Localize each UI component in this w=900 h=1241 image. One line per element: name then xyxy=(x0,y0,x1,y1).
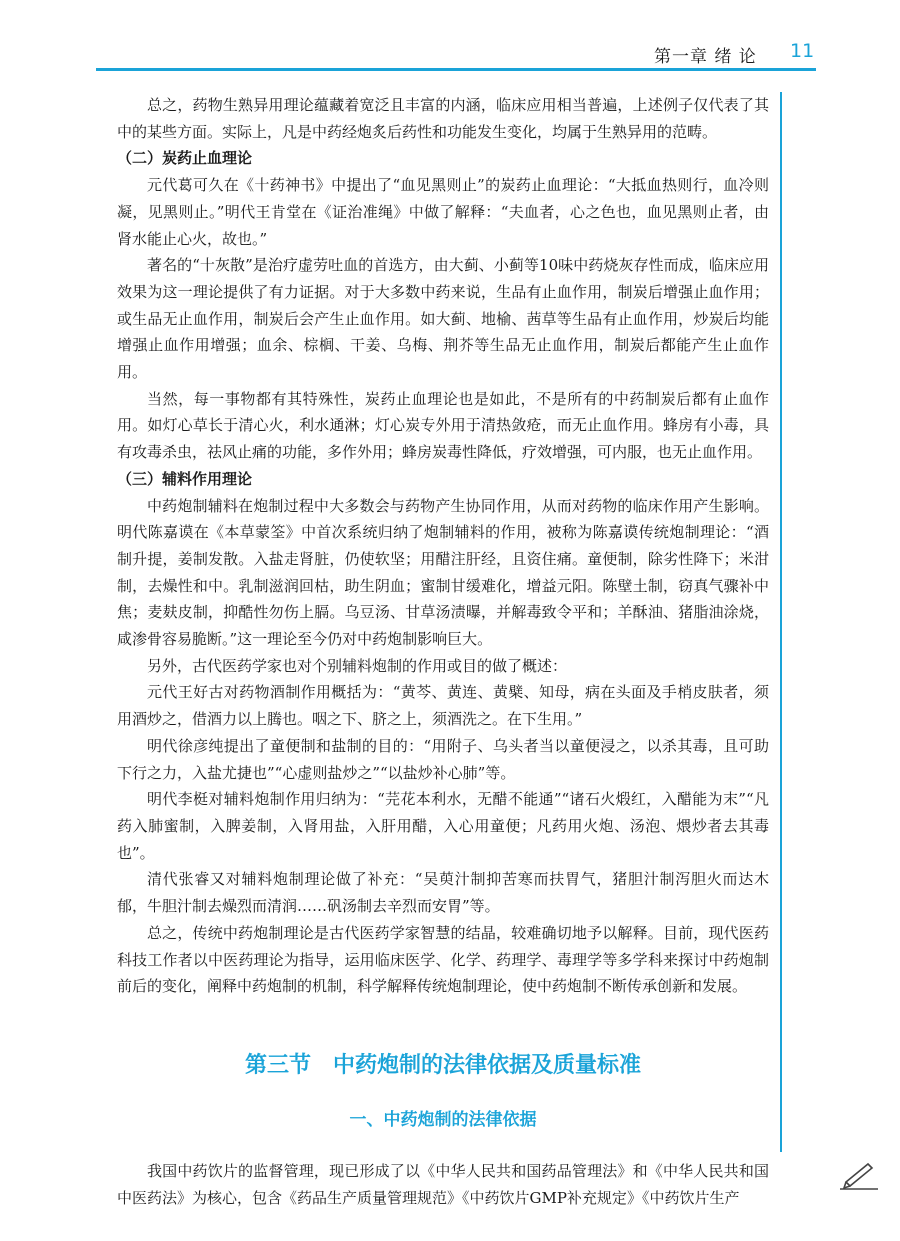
paragraph: 当然，每一事物都有其特殊性，炭药止血理论也是如此，不是所有的中药制炭后都有止血作用。如灯心草长于清心火，利水通淋；灯心炭专外用于清热敛疮，而无止血作用。蜂房有小毒，具有攻毒杀虫，祛风止痛的功能，多作外用；蜂房炭毒性降低，疗效增强，可内服，也无止血作用。 xyxy=(117,389,769,462)
paragraph: 元代葛可久在《十药神书》中提出了“血见黑则止”的炭药止血理论：“大抵血热则行，血冷则凝，见黑则止。”明代王肯堂在《证治准绳》中做了解释：“夫血者，心之色也，血见黑则止者，由肾水能止心火，故也。” xyxy=(117,176,769,248)
pen-icon xyxy=(838,1160,880,1190)
subheading-auxiliary-theory: （三）辅料作用理论 xyxy=(117,469,253,488)
section-title: 第三节 中药炮制的法律依据及质量标准 xyxy=(244,1052,641,1078)
paragraph: 著名的“十灰散”是治疗虚劳吐血的首选方，由大蓟、小蓟等10味中药烧灰存性而成，临床应用效果为这一理论提供了有力证据。对于大多数中药来说，生品有止血作用，制炭后增强止血作用；或生品无止血作用，制炭后会产生止血作用。如大蓟、地榆、茜草等生品有止血作用，炒炭后均能增强止血作用增强；血余、棕榈、干姜、乌梅、荆芥等生品无止血作用，制炭后都能产生止血作用。 xyxy=(117,256,769,382)
paragraph: 元代王好古对药物酒制作用概括为：“黄芩、黄连、黄檗、知母，病在头面及手梢皮肤者，须用酒炒之，借酒力以上腾也。咽之下、脐之上，须酒洗之。在下生用。” xyxy=(117,683,769,729)
paragraph: 另外，古代医药学家也对个别辅料炮制的作用或目的做了概述： xyxy=(147,656,568,675)
header-rule xyxy=(96,68,816,71)
page-body xyxy=(117,92,769,1211)
paragraph: 明代徐彦纯提出了童便制和盐制的目的：“用附子、乌头者当以童便浸之，以杀其毒，且可助下行之力，入盐尤捷也”“心虚则盐炒之”“以盐炒补心肺”等。 xyxy=(117,736,769,782)
paragraph: 总之，药物生熟异用理论蕴藏着宽泛且丰富的内涵，临床应用相当普遍，上述例子仅代表了其中的某些方面。实际上，凡是中药经炮炙后药性和功能发生变化，均属于生熟异用的范畴。 xyxy=(117,96,769,141)
paragraph: 中药炮制辅料在炮制过程中大多数会与药物产生协同作用，从而对药物的临床作用产生影响。明代陈嘉谟在《本草蒙筌》中首次系统归纳了炮制辅料的作用，被称为陈嘉谟传统炮制理论：“酒制升提，姜制发散。入盐走肾脏，仍使软坚；用醋注肝经，且资住痛。童便制，除劣性降下；米泔制，去燥性和中。乳制滋润回枯，助生阴血；蜜制甘缓难化，增益元阳。陈壁土制，窃真气骤补中焦；麦麸皮制，抑酷性勿伤上膈。乌豆汤、甘草汤渍曝，并解毒致令平和；羊酥油、猪脂油涂烧，咸渗骨容易脆断。”这一理论至今仍对中药炮制影响巨大。 xyxy=(117,496,769,649)
paragraph: 我国中药饮片的监督管理，现已形成了以《中华人民共和国药品管理法》和《中华人民共和国中医药法》为核心，包含《药品生产质量管理规范》《中药饮片GMP补充规定》《中药饮片生产 xyxy=(117,1161,769,1207)
subsection-title: 一、中药炮制的法律依据 xyxy=(349,1109,537,1130)
paragraph: 清代张睿又对辅料炮制理论做了补充：“吴萸汁制抑苦寒而扶胃气，猪胆汁制泻胆火而达木郁，牛胆汁制去燥烈而清润……矾汤制去辛烈而安胃”等。 xyxy=(117,870,769,916)
chapter-title: 第一章 绪 论 xyxy=(654,47,757,67)
subheading-carbon-theory: （二）炭药止血理论 xyxy=(117,149,253,168)
page-number: 11 xyxy=(790,40,815,62)
paragraph: 明代李梃对辅料炮制作用归纳为：“芫花本利水，无醋不能通”“诸石火煅红，入醋能为末”“凡药入肺蜜制，入脾姜制，入肾用盐，入肝用醋，入心用童便；凡药用火炮、汤泡、煨炒者去其毒也”。 xyxy=(117,790,769,862)
paragraph: 总之，传统中药炮制理论是古代医药学家智慧的结晶，较难确切地予以解释。目前，现代医药科技工作者以中医药理论为指导，运用临床医学、化学、药理学、毒理学等多学科来探讨中药炮制前后的变化，阐释中药炮制的机制，科学解释传统炮制理论，使中药炮制不断传承创新和发展。 xyxy=(117,923,769,996)
side-rule xyxy=(780,92,782,1152)
